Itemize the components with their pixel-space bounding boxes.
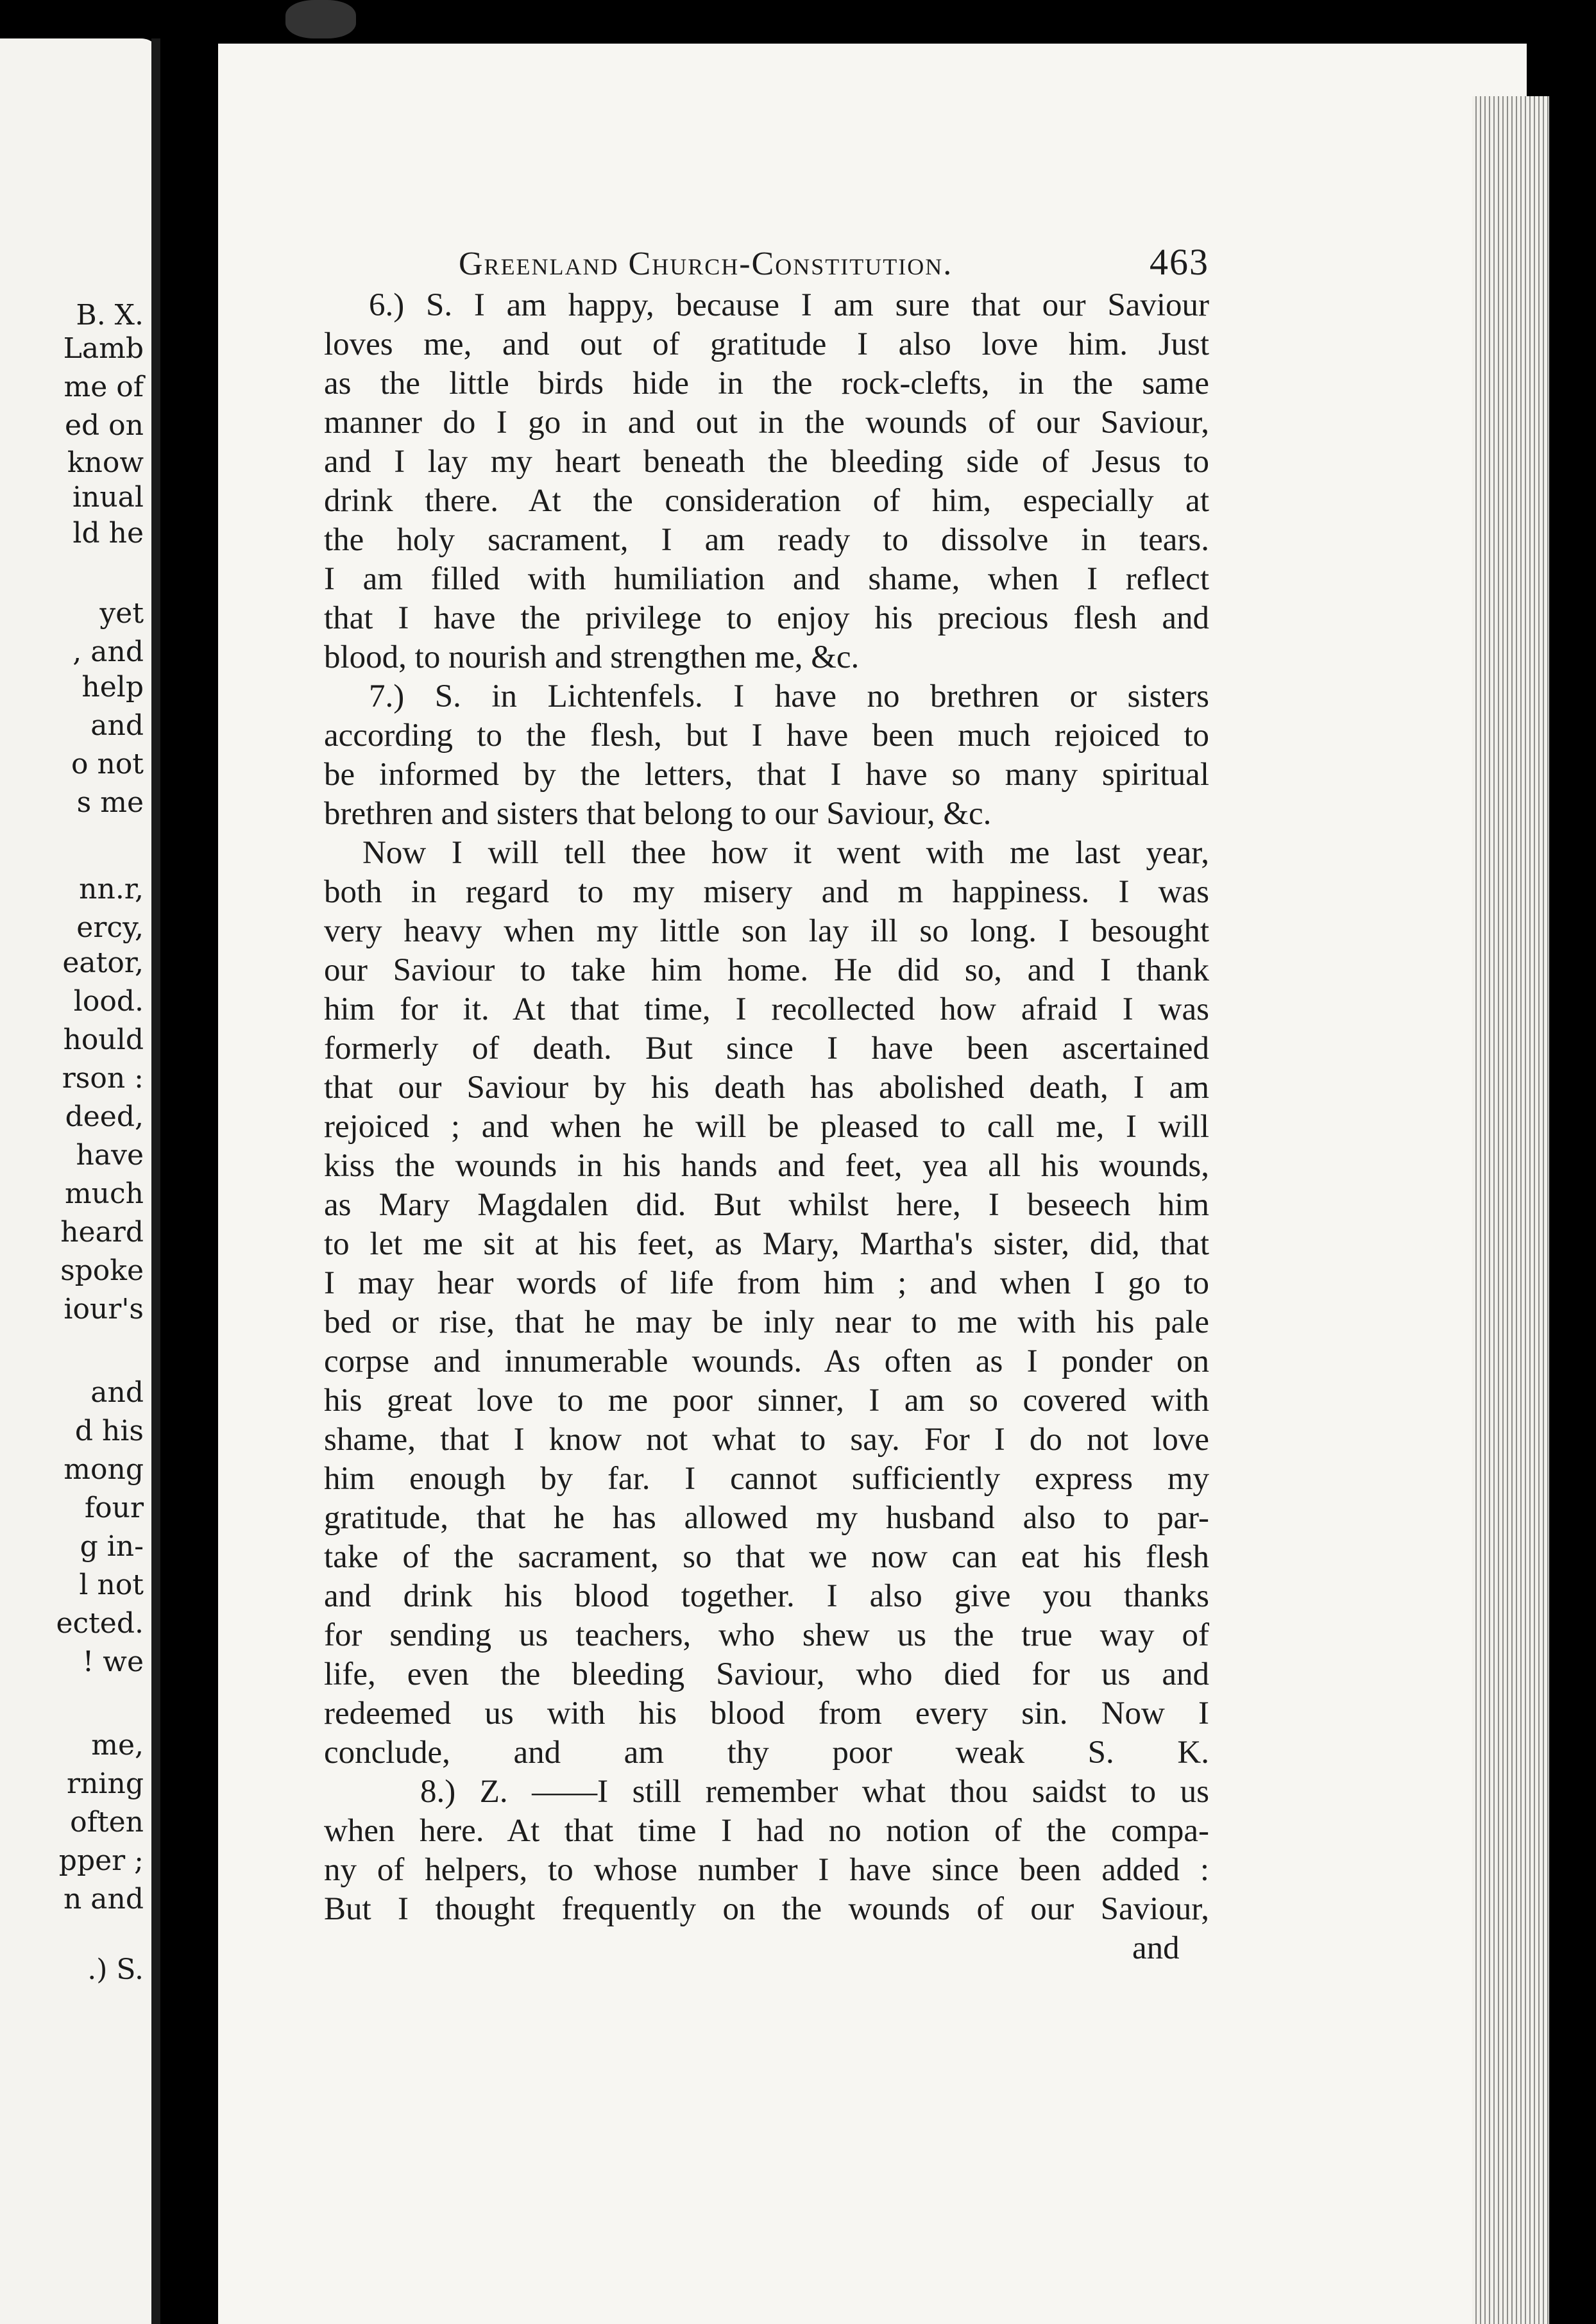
left-page-line: ld he xyxy=(72,517,144,550)
left-page-line: lood. xyxy=(73,985,144,1018)
left-page-gutter xyxy=(151,38,160,2324)
text-line: Now I will tell thee how it went with me last year, xyxy=(362,835,1209,871)
text-line: be informed by the letters, that I have so many spiritual xyxy=(324,757,1209,793)
page-number: 463 xyxy=(1150,241,1209,283)
text-line: and I lay my heart beneath the bleeding side of Jesus to xyxy=(324,444,1209,480)
left-page-line: eator, xyxy=(62,947,144,979)
text-line: corpse and innumerable wounds. As often as I ponder on xyxy=(324,1343,1209,1379)
text-line: when here. At that time I had no notion of the compa- xyxy=(324,1813,1209,1849)
text-line: that I have the privilege to enjoy his precious flesh and xyxy=(324,600,1209,636)
text-line: kiss the wounds in his hands and feet, yea all his wounds, xyxy=(324,1148,1209,1184)
left-page-line: pper ; xyxy=(58,1844,144,1877)
left-page-line: ! we xyxy=(82,1646,144,1678)
text-line: for sending us teachers, who shew us the true way of xyxy=(324,1617,1209,1653)
text-line: our Saviour to take him home. He did so, and I thank xyxy=(324,952,1209,988)
page-edge xyxy=(1472,96,1549,2324)
left-page-line: ercy, xyxy=(76,911,144,944)
text-line: 7.) S. in Lichtenfels. I have no brethren or sisters xyxy=(369,678,1209,714)
text-line: the holy sacrament, I am ready to dissolve in tears. xyxy=(324,522,1209,558)
text-block xyxy=(324,240,1209,1968)
left-page-line: have xyxy=(76,1139,144,1172)
left-page-line: help xyxy=(81,671,144,703)
text-line: blood, to nourish and strengthen me, &c. xyxy=(324,639,860,675)
text-line: bed or rise, that he may be inly near to me with his pale xyxy=(324,1304,1209,1340)
text-line: drink there. At the consideration of him, especially at xyxy=(324,483,1209,519)
left-page-line: d his xyxy=(74,1415,144,1447)
text-line: I am filled with humiliation and shame, when I reflect xyxy=(324,561,1209,597)
text-line: as the little birds hide in the rock-clefts, in the same xyxy=(324,366,1209,401)
left-page-line: mong xyxy=(64,1453,144,1486)
left-page-line: spoke xyxy=(60,1254,144,1287)
text-line: that our Saviour by his death has abolished death, I am xyxy=(324,1070,1209,1106)
left-page-line: rson : xyxy=(62,1062,144,1095)
text-line: and drink his blood together. I also give you thanks xyxy=(324,1578,1209,1614)
left-page-line: me of xyxy=(64,371,144,403)
left-page-line: iour's xyxy=(64,1293,144,1326)
text-line: I may hear words of life from him ; and when I go to xyxy=(324,1265,1209,1301)
text-line: him enough by far. I cannot sufficiently express my xyxy=(324,1461,1209,1497)
left-page-line: often xyxy=(70,1806,144,1839)
left-page-line: , and xyxy=(72,636,144,668)
text-line: his great love to me poor sinner, I am so covered with xyxy=(324,1383,1209,1419)
text-line: very heavy when my little son lay ill so long. I besought xyxy=(324,913,1209,949)
left-page-line: heard xyxy=(60,1216,144,1249)
left-page xyxy=(0,38,160,2324)
left-page-line: g in- xyxy=(80,1530,144,1563)
text-line: and xyxy=(1132,1930,1180,1966)
left-page-line: ected. xyxy=(56,1607,144,1640)
text-line: manner do I go in and out in the wounds of our Saviour, xyxy=(324,405,1209,441)
left-page-line: ed on xyxy=(64,409,144,442)
left-page-line: four xyxy=(84,1492,144,1524)
running-header xyxy=(324,240,1209,283)
text-line: loves me, and out of gratitude I also love him. Just xyxy=(324,326,1209,362)
text-line: 8.) Z. ——I still remember what thou saidst to us xyxy=(420,1774,1209,1810)
left-page-line: me, xyxy=(91,1729,144,1762)
left-page-line: rning xyxy=(67,1767,144,1800)
text-line: him for it. At that time, I recollected how afraid I was xyxy=(324,991,1209,1027)
left-page-line: s me xyxy=(76,786,144,819)
text-line: life, even the bleeding Saviour, who died for us and xyxy=(324,1656,1209,1692)
text-line: ny of helpers, to whose number I have since been added : xyxy=(324,1852,1209,1888)
text-line: formerly of death. But since I have been ascertained xyxy=(324,1031,1209,1066)
text-line: gratitude, that he has allowed my husband also to par- xyxy=(324,1500,1209,1536)
left-page-line: and xyxy=(90,1376,144,1409)
left-page-line: know xyxy=(67,446,144,479)
text-line: both in regard to my misery and m happiness. I was xyxy=(324,874,1209,910)
text-line: brethren and sisters that belong to our Saviour, &c. xyxy=(324,796,992,832)
text-line: conclude, and am thy poor weak S. K. xyxy=(324,1735,1209,1771)
left-page-line: and xyxy=(90,709,144,742)
left-page-line: o not xyxy=(71,748,144,780)
body-text xyxy=(324,286,1209,1968)
left-page-line: deed, xyxy=(65,1100,144,1133)
text-line: 6.) S. I am happy, because I am sure that our Saviour xyxy=(369,287,1209,323)
text-line: to let me sit at his feet, as Mary, Martha's sister, did, that xyxy=(324,1226,1209,1262)
left-page-line: inual xyxy=(72,481,144,514)
left-page-line: nn.r, xyxy=(79,873,144,905)
left-page-line: B. X. xyxy=(76,299,144,332)
left-page-line: n and xyxy=(63,1883,144,1916)
text-line: But I thought frequently on the wounds of our Saviour, xyxy=(324,1891,1209,1927)
left-page-line: l not xyxy=(79,1569,144,1601)
text-line: rejoiced ; and when he will be pleased to call me, I will xyxy=(324,1109,1209,1145)
scan-stain xyxy=(285,0,356,38)
left-page-line: hould xyxy=(63,1023,144,1056)
left-page-line: yet xyxy=(99,597,144,630)
text-line: shame, that I know not what to say. For I do not love xyxy=(324,1422,1209,1458)
text-line: take of the sacrament, so that we now can eat his flesh xyxy=(324,1539,1209,1575)
left-page-line: Lamb xyxy=(63,332,144,365)
left-page-line: .) S. xyxy=(87,1953,144,1986)
text-line: redeemed us with his blood from every sin. Now I xyxy=(324,1696,1209,1731)
text-line: according to the flesh, but I have been much rejoiced to xyxy=(324,718,1209,754)
running-title: Greenland Church-Constitution. xyxy=(459,246,953,282)
left-page-line: much xyxy=(64,1177,144,1210)
text-line: as Mary Magdalen did. But whilst here, I beseech him xyxy=(324,1187,1209,1223)
